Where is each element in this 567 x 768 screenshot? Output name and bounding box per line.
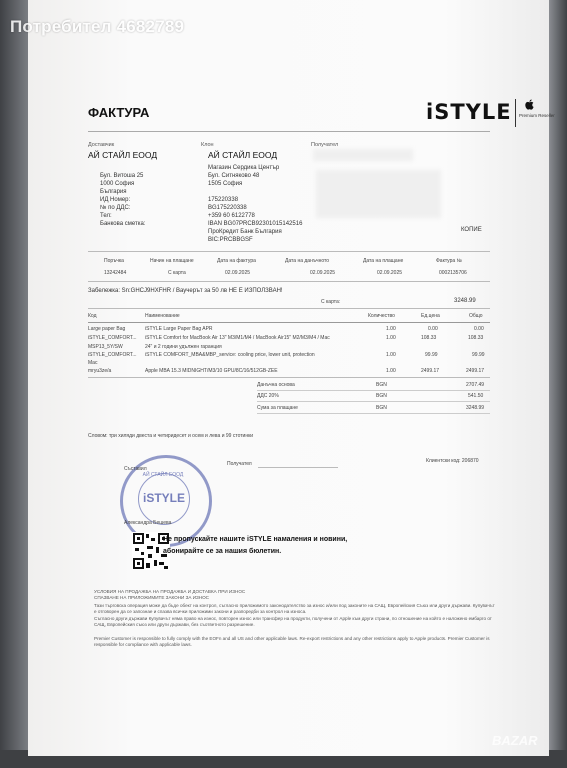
legal-paragraph: Тази търговска операция може да бъде обект на контрол, съгласно приложимото законодателство за износ и/или под законите на САЩ, Европейския Съюз или други държави. Купувачът е отговорен да се запознае и спазва всички приложими закони и разпоредби за контрол на износа. bbox=[94, 603, 495, 614]
item-qty: 1.00 bbox=[386, 352, 396, 358]
istyle-logo: iSTYLE bbox=[426, 100, 512, 124]
totals-currency: BGN bbox=[376, 405, 387, 411]
order-header-cell: Фактура № bbox=[436, 258, 462, 264]
item-price: 108.33 bbox=[421, 335, 437, 341]
receiver-label: Получател bbox=[227, 461, 252, 467]
item-qty: 1.00 bbox=[386, 335, 396, 341]
items-header-total: Общо bbox=[469, 313, 483, 319]
order-header-cell: Поръчка bbox=[104, 258, 124, 264]
order-values-rule bbox=[88, 281, 490, 282]
legal-paragraph: Premier Customer is responsible to fully comply with the EOFn and all US and other applicable laws. Re-export restrictions and any other restrictions apply to Apple products. Premier Customer is responsible for compliance with applicable laws. bbox=[94, 636, 490, 647]
amount-in-words: Словом: три хиляди двеста и четиридесет и осем и лева и 99 стотинки bbox=[88, 433, 254, 439]
legal-heading: УСЛОВИЯ НА ПРОДАЖБА НА ПРОДАЖБА И ДОСТАВКА ПРИ ИЗНОС bbox=[94, 589, 246, 594]
branch-vat: BG175220338 bbox=[208, 205, 247, 211]
items-header-qty: Количество bbox=[368, 313, 395, 319]
invoice-title: ФАКТУРА bbox=[88, 105, 150, 120]
branch-bank: ПроКредит Банк България bbox=[208, 229, 282, 235]
items-header-code: Код bbox=[88, 313, 97, 319]
receiver-sign-line bbox=[258, 467, 338, 468]
totals-label: Данъчна основа bbox=[257, 382, 295, 388]
supplier-phone-label: Тел: bbox=[100, 213, 112, 219]
order-header-cell: Дата на фактура bbox=[217, 258, 256, 264]
paid-by-card-label: С карта: bbox=[321, 299, 341, 305]
item-total: 99.99 bbox=[472, 352, 485, 358]
recipient-redaction bbox=[313, 149, 413, 161]
client-code-note: Клиентски код: 206870 bbox=[426, 458, 479, 464]
supplier-vat-label: № по ДДС: bbox=[100, 205, 131, 211]
recipient-heading: Получател bbox=[311, 142, 339, 148]
copy-label: КОПИЕ bbox=[461, 227, 482, 233]
item-name: 24" и 2 години удължен гаранция bbox=[145, 344, 222, 350]
totals-value: 3248.99 bbox=[466, 405, 485, 411]
item-code: MSP13_5Y/SW bbox=[88, 344, 123, 350]
supplier-heading: Доставчик bbox=[88, 142, 115, 148]
branch-line: 1505 София bbox=[208, 181, 243, 187]
items-header-price: Ед.цена bbox=[421, 313, 440, 319]
totals-rule bbox=[257, 390, 490, 391]
item-name: Apple MBA 15.3 MIDNIGHT/M3/10 GPU/8C/16/512GB-ZEE bbox=[145, 368, 278, 374]
newsletter-promo-line1: Не пропускайте нашите iSTYLE намаления и новини, bbox=[163, 536, 348, 543]
branch-bic: BIC:PRCBBGSF bbox=[208, 237, 253, 243]
order-header-rule bbox=[88, 251, 490, 252]
supplier-line: България bbox=[100, 189, 127, 195]
newsletter-promo-line2: абонирайте се за нашия бюлетин. bbox=[163, 548, 282, 555]
branch-id: 175220338 bbox=[208, 197, 239, 203]
order-value-cell: 02.09.2025 bbox=[225, 270, 251, 276]
branch-line: Магазин Сердика Център bbox=[208, 165, 280, 171]
supplier-id-label: ИД Номер: bbox=[100, 197, 131, 203]
order-value-cell: С карта bbox=[168, 270, 186, 276]
photo-frame-left bbox=[0, 0, 28, 768]
item-price: 0.00 bbox=[428, 326, 438, 332]
branch-phone: +359 60 6122778 bbox=[208, 213, 255, 219]
item-qty: 1.00 bbox=[386, 368, 396, 374]
totals-label: Сума за плащане bbox=[257, 405, 298, 411]
supplier-line: 1000 София bbox=[100, 181, 135, 187]
order-header-cell: Дата на данъчното bbox=[285, 258, 330, 264]
items-header-name: Наименование bbox=[145, 313, 180, 319]
totals-currency: BGN bbox=[376, 393, 387, 399]
totals-value: 541.50 bbox=[468, 393, 484, 399]
order-value-cell: 02.09.2025 bbox=[310, 270, 336, 276]
totals-rule bbox=[257, 401, 490, 402]
paid-by-card-value: 3248.99 bbox=[454, 298, 476, 304]
legal-heading: СПАЗВАНЕ НА ПРИЛОЖИМИТЕ ЗАКОНИ ЗА ИЗНОС bbox=[94, 595, 210, 600]
item-code: iSTYLE_COMFORT... bbox=[88, 352, 137, 358]
supplier-name: АЙ СТАЙЛ ЕООД bbox=[88, 150, 158, 160]
item-name: iSTYLE Comfort for MacBook Air 13" M3/M1/M4 / MacBook Air15" M2/M3/M4 / Mac bbox=[145, 335, 330, 341]
branch-line: Бул. Ситняково 48 bbox=[208, 173, 260, 179]
item-total: 108.33 bbox=[468, 335, 484, 341]
apple-icon bbox=[525, 99, 534, 113]
branch-name: АЙ СТАЙЛ ЕООД bbox=[208, 150, 278, 160]
stamp-logo: iSTYLE bbox=[142, 491, 185, 505]
item-total: 2499.17 bbox=[466, 368, 485, 374]
items-end-rule bbox=[88, 377, 490, 378]
branch-heading: Клон bbox=[201, 142, 214, 148]
supplier-line: Бул. Витоша 25 bbox=[100, 173, 144, 179]
totals-currency: BGN bbox=[376, 382, 387, 388]
supplier-bank-label: Банкова сметка: bbox=[100, 221, 146, 227]
item-code: Mac bbox=[88, 360, 98, 366]
premium-reseller-label: Premium Reseller bbox=[519, 113, 555, 118]
user-watermark: Потребител 4682789 bbox=[10, 17, 185, 36]
totals-value: 2707.49 bbox=[466, 382, 485, 388]
stamp-top-text: АЙ СТАЙЛ ЕООД bbox=[142, 472, 184, 478]
items-header-rule bbox=[88, 322, 490, 323]
order-header-cell: Дата на плащане bbox=[363, 258, 404, 264]
invoice-paper bbox=[28, 0, 555, 756]
order-header-cell: Начин на плащане bbox=[150, 258, 194, 264]
recipient-redaction bbox=[316, 170, 441, 218]
header-rule bbox=[88, 131, 490, 132]
bazar-watermark: BAZAR bbox=[492, 733, 538, 748]
branch-iban: IBAN BG07PRCB92301015142516 bbox=[208, 221, 303, 227]
order-value-cell: 0002135706 bbox=[439, 270, 467, 276]
item-code: iSTYLE_COMFORT... bbox=[88, 335, 137, 341]
item-code: mryu3ze/a bbox=[88, 368, 112, 374]
item-name: iSTYLE COMFORT_MBA&MBP_service: cooling price, lower unit, protection bbox=[145, 352, 315, 358]
invoice-remark: Забележка: Sn:GHCJ9HXFHR / Ваучерът за 50 лв НЕ Е ИЗПОЛЗВАН! bbox=[88, 288, 283, 294]
order-value-cell: 02.09.2025 bbox=[377, 270, 403, 276]
logo-divider bbox=[515, 99, 516, 127]
item-name: iSTYLE Large Paper Bag APR bbox=[145, 326, 213, 332]
seller-label: Съставил bbox=[124, 466, 147, 472]
order-value-cell: 13242484 bbox=[104, 270, 127, 276]
item-code: Large paper Bag bbox=[88, 326, 126, 332]
remark-rule bbox=[88, 308, 490, 309]
legal-paragraph: Съгласно други държави Купувачът няма право на износ, повторен износ или трансфер на продукти, получени от Apple към други страни, по отношение на който е наложено ембарго от САЩ, Европейския съюз или други държави, без съответното разрешение. bbox=[94, 616, 492, 627]
item-total: 0.00 bbox=[474, 326, 484, 332]
item-qty: 1.00 bbox=[386, 326, 396, 332]
totals-label: ДДС 20% bbox=[257, 393, 279, 399]
item-price: 99.99 bbox=[425, 352, 438, 358]
item-price: 2499.17 bbox=[421, 368, 440, 374]
seller-name: Александра Бешева bbox=[124, 520, 172, 526]
totals-rule bbox=[257, 413, 490, 414]
